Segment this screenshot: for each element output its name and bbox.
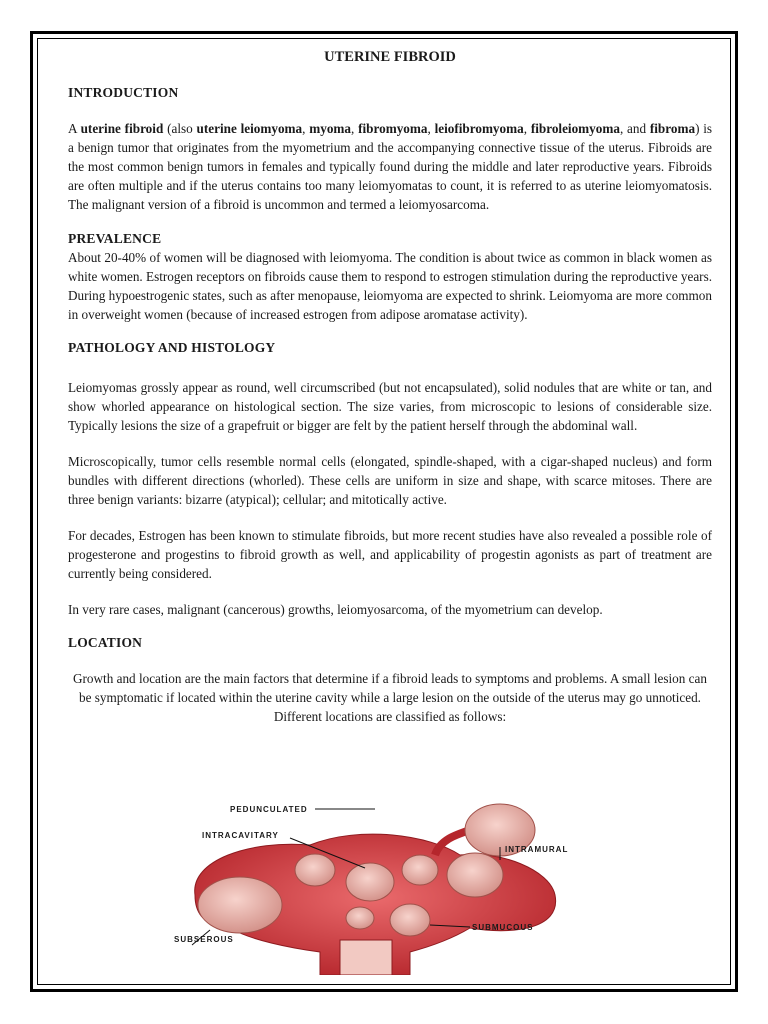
pathology-paragraph-4: In very rare cases, malignant (cancerous) growths, leiomyosarcoma, of the myometrium can develop. <box>68 602 603 617</box>
intramural-fibroid <box>447 853 503 897</box>
label-pedunculated: PEDUNCULATED <box>230 805 308 814</box>
intramural-fibroid-2 <box>402 855 438 885</box>
text-run: , <box>427 121 435 136</box>
location-paragraph: Growth and location are the main factors that determine if a fibroid leads to symptoms and problems. A small lesion can be symptomatic if located within the uterine cavity while a large lesion on the outside of the uterus may go unnoticed. Different locations are classified as follows: <box>73 671 707 724</box>
label-intramural: INTRAMURAL <box>505 845 569 854</box>
heading-introduction: INTRODUCTION <box>68 85 179 100</box>
term-uterine-fibroid: uterine fibroid <box>80 121 164 136</box>
intracavitary-fibroid <box>346 863 394 901</box>
text-run: , and <box>619 121 650 136</box>
fibroid-location-diagram <box>170 800 620 975</box>
label-submucous: SUBMUCOUS <box>472 923 534 932</box>
document-body <box>68 46 712 726</box>
term-myoma: myoma <box>309 121 351 136</box>
text-run: (also <box>163 121 197 136</box>
heading-pathology-histology: PATHOLOGY AND HISTOLOGY <box>68 340 276 355</box>
prevalence-paragraph: About 20-40% of women will be diagnosed with leiomyoma. The condition is about twice as common in black women as white women. Estrogen receptors on fibroids cause them to respond to estrogen stimulation during the reproductive years. During hypoestrogenic states, such as after menopause, leiomyoma are expected to shrink. Leiomyoma are more common in overweight women (because of increased estrogen from adipose aromatase activity). <box>68 250 712 322</box>
text-run: , <box>523 121 531 136</box>
label-intracavitary: INTRACAVITARY <box>202 831 279 840</box>
pathology-paragraph-2: Microscopically, tumor cells resemble normal cells (elongated, spindle-shaped, with a cigar-shaped nucleus) and form bundles with different directions (whorled). These cells are uniform in size and shape, with scarce mitoses. There are three benign variants: bizarre (atypical); cellular; and mitotically active. <box>68 454 712 507</box>
term-leiofibromyoma: leiofibromyoma <box>434 121 524 136</box>
document-title: UTERINE FIBROID <box>324 49 456 65</box>
intramural-fibroid-3 <box>295 854 335 886</box>
term-fibromyoma: fibromyoma <box>358 121 428 136</box>
text-run: A <box>68 121 81 136</box>
pathology-paragraph-1: Leiomyomas grossly appear as round, well circumscribed (but not encapsulated), solid nodules that are white or tan, and show whorled appearance on histological section. The size varies, from microscopic to lesions of considerable size. Typically lesions the size of a grapefruit or bigger are felt by the patient herself through the abdominal wall. <box>68 380 712 433</box>
submucous-fibroid <box>390 904 430 936</box>
text-run: , <box>302 121 310 136</box>
term-uterine-leiomyoma: uterine leiomyoma <box>196 121 303 136</box>
text-run: ) is a benign tumor that originates from the myometrium and the accompanying connective tissue of the uterus. Fibroids are the most common benign tumors in females and typically found during the middle and later reproductive years. Fibroids are often multiple and if the uterus contains too many leiomyomatas to count, it is referred to as uterine leiomyomatosis. The malignant version of a fibroid is uncommon and termed a leiomyosarcoma. <box>68 121 713 212</box>
heading-prevalence: PREVALENCE <box>68 231 162 246</box>
subserous-fibroid <box>198 877 282 933</box>
term-fibroma: fibroma <box>649 121 696 136</box>
text-run: , <box>351 121 359 136</box>
introduction-paragraph <box>68 119 712 214</box>
cervix <box>340 940 392 975</box>
label-subserous: SUBSEROUS <box>174 935 234 944</box>
fibroid-small <box>346 907 374 929</box>
term-fibroleiomyoma: fibroleiomyoma <box>530 121 620 136</box>
heading-location: LOCATION <box>68 635 143 650</box>
pathology-paragraph-3: For decades, Estrogen has been known to stimulate fibroids, but more recent studies have also revealed a possible role of progesterone and progestins to fibroid growth as well, and applicability of progestin agonists as part of treatment are currently being considered. <box>68 528 712 581</box>
